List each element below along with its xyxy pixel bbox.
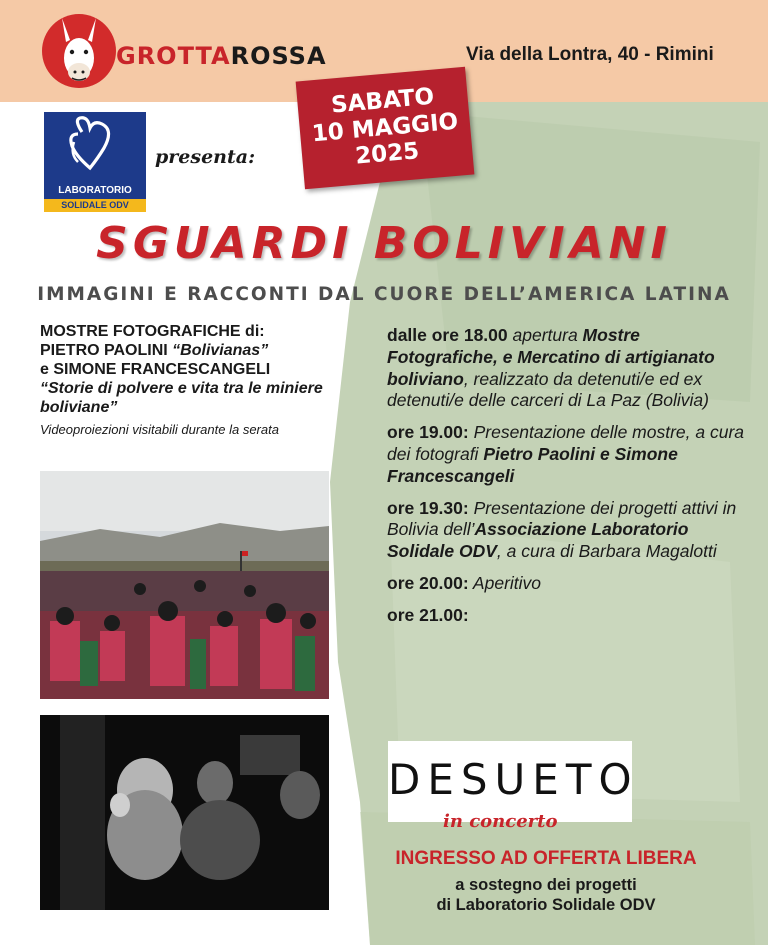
schedule-item: ore 20.00: Aperitivo: [387, 572, 542, 593]
schedule-list: [387, 325, 747, 637]
date-year: 2025: [354, 138, 421, 170]
support-line1: a sostegno dei progetti: [455, 876, 637, 894]
donkey-icon: [42, 14, 116, 88]
concert-label: in concerto: [443, 811, 558, 832]
photographer-2: e SIMONE FRANCESCANGELI: [40, 361, 271, 378]
brand-rossa: ROSSA: [230, 42, 327, 70]
logo-line1: LABORATORIO: [44, 183, 146, 199]
logo-line2: SOLIDALE ODV: [44, 199, 146, 212]
band-logo: [388, 741, 639, 822]
schedule-item: ore 19.00: Presentazione delle mostre, a cura dei fotografi Pietro Paolini e Simone Francescangeli: [387, 422, 745, 486]
schedule-item: ore 21.00:: [387, 604, 469, 625]
exhibitions-line1: MOSTRE FOTOGRAFICHE di:: [40, 323, 265, 340]
schedule-item: ore 19.30: Presentazione dei progetti attivi in Bolivia dell’Associazione Laboratorio Solidale ODV, a cura di Barbara Magalotti: [387, 497, 737, 562]
photo-bolivian-mine: [40, 715, 329, 910]
entry-info: INGRESSO AD OFFERTA LIBERA: [395, 848, 697, 869]
presenta-label: presenta:: [155, 146, 256, 168]
date-date: 10 MAGGIO: [310, 108, 460, 148]
date-day: SABATO: [330, 83, 436, 119]
event-title: SGUARDI BOLIVIANI: [96, 218, 672, 269]
brand-grotta: GROTTA: [116, 42, 231, 70]
heart-icon: [44, 112, 146, 182]
brand-name: [116, 42, 327, 70]
exhibition-1-title: “Bolivianas”: [172, 342, 269, 359]
videoprojection-note: Videoproiezioni visitabili durante la serata: [40, 422, 279, 437]
venue-address: Via della Lontra, 40 - Rimini: [466, 44, 714, 65]
exhibition-2-title: “Storie di polvere e vita tra le miniere boliviane”: [40, 380, 323, 416]
event-subtitle: IMMAGINI E RACCONTI DAL CUORE DELL’AMERICA LATINA: [37, 284, 731, 305]
laboratorio-solidale-logo: [44, 112, 146, 212]
photo-bolivian-crowd: [40, 471, 329, 699]
photographer-1: PIETRO PAOLINI: [40, 342, 168, 359]
date-badge: [296, 67, 475, 189]
band-name: DESUETO: [388, 755, 639, 804]
support-line2: di Laboratorio Solidale ODV: [436, 896, 656, 914]
grotta-rossa-logo: [42, 14, 116, 88]
exhibitions-info: [40, 322, 340, 439]
schedule-item: dalle ore 18.00 apertura Mostre Fotografiche, e Mercatino di artigianato boliviano, realizzato da detenuti/e ed ex detenuti/e delle carceri di La Paz (Bolivia): [387, 325, 715, 411]
support-info: [373, 875, 719, 915]
